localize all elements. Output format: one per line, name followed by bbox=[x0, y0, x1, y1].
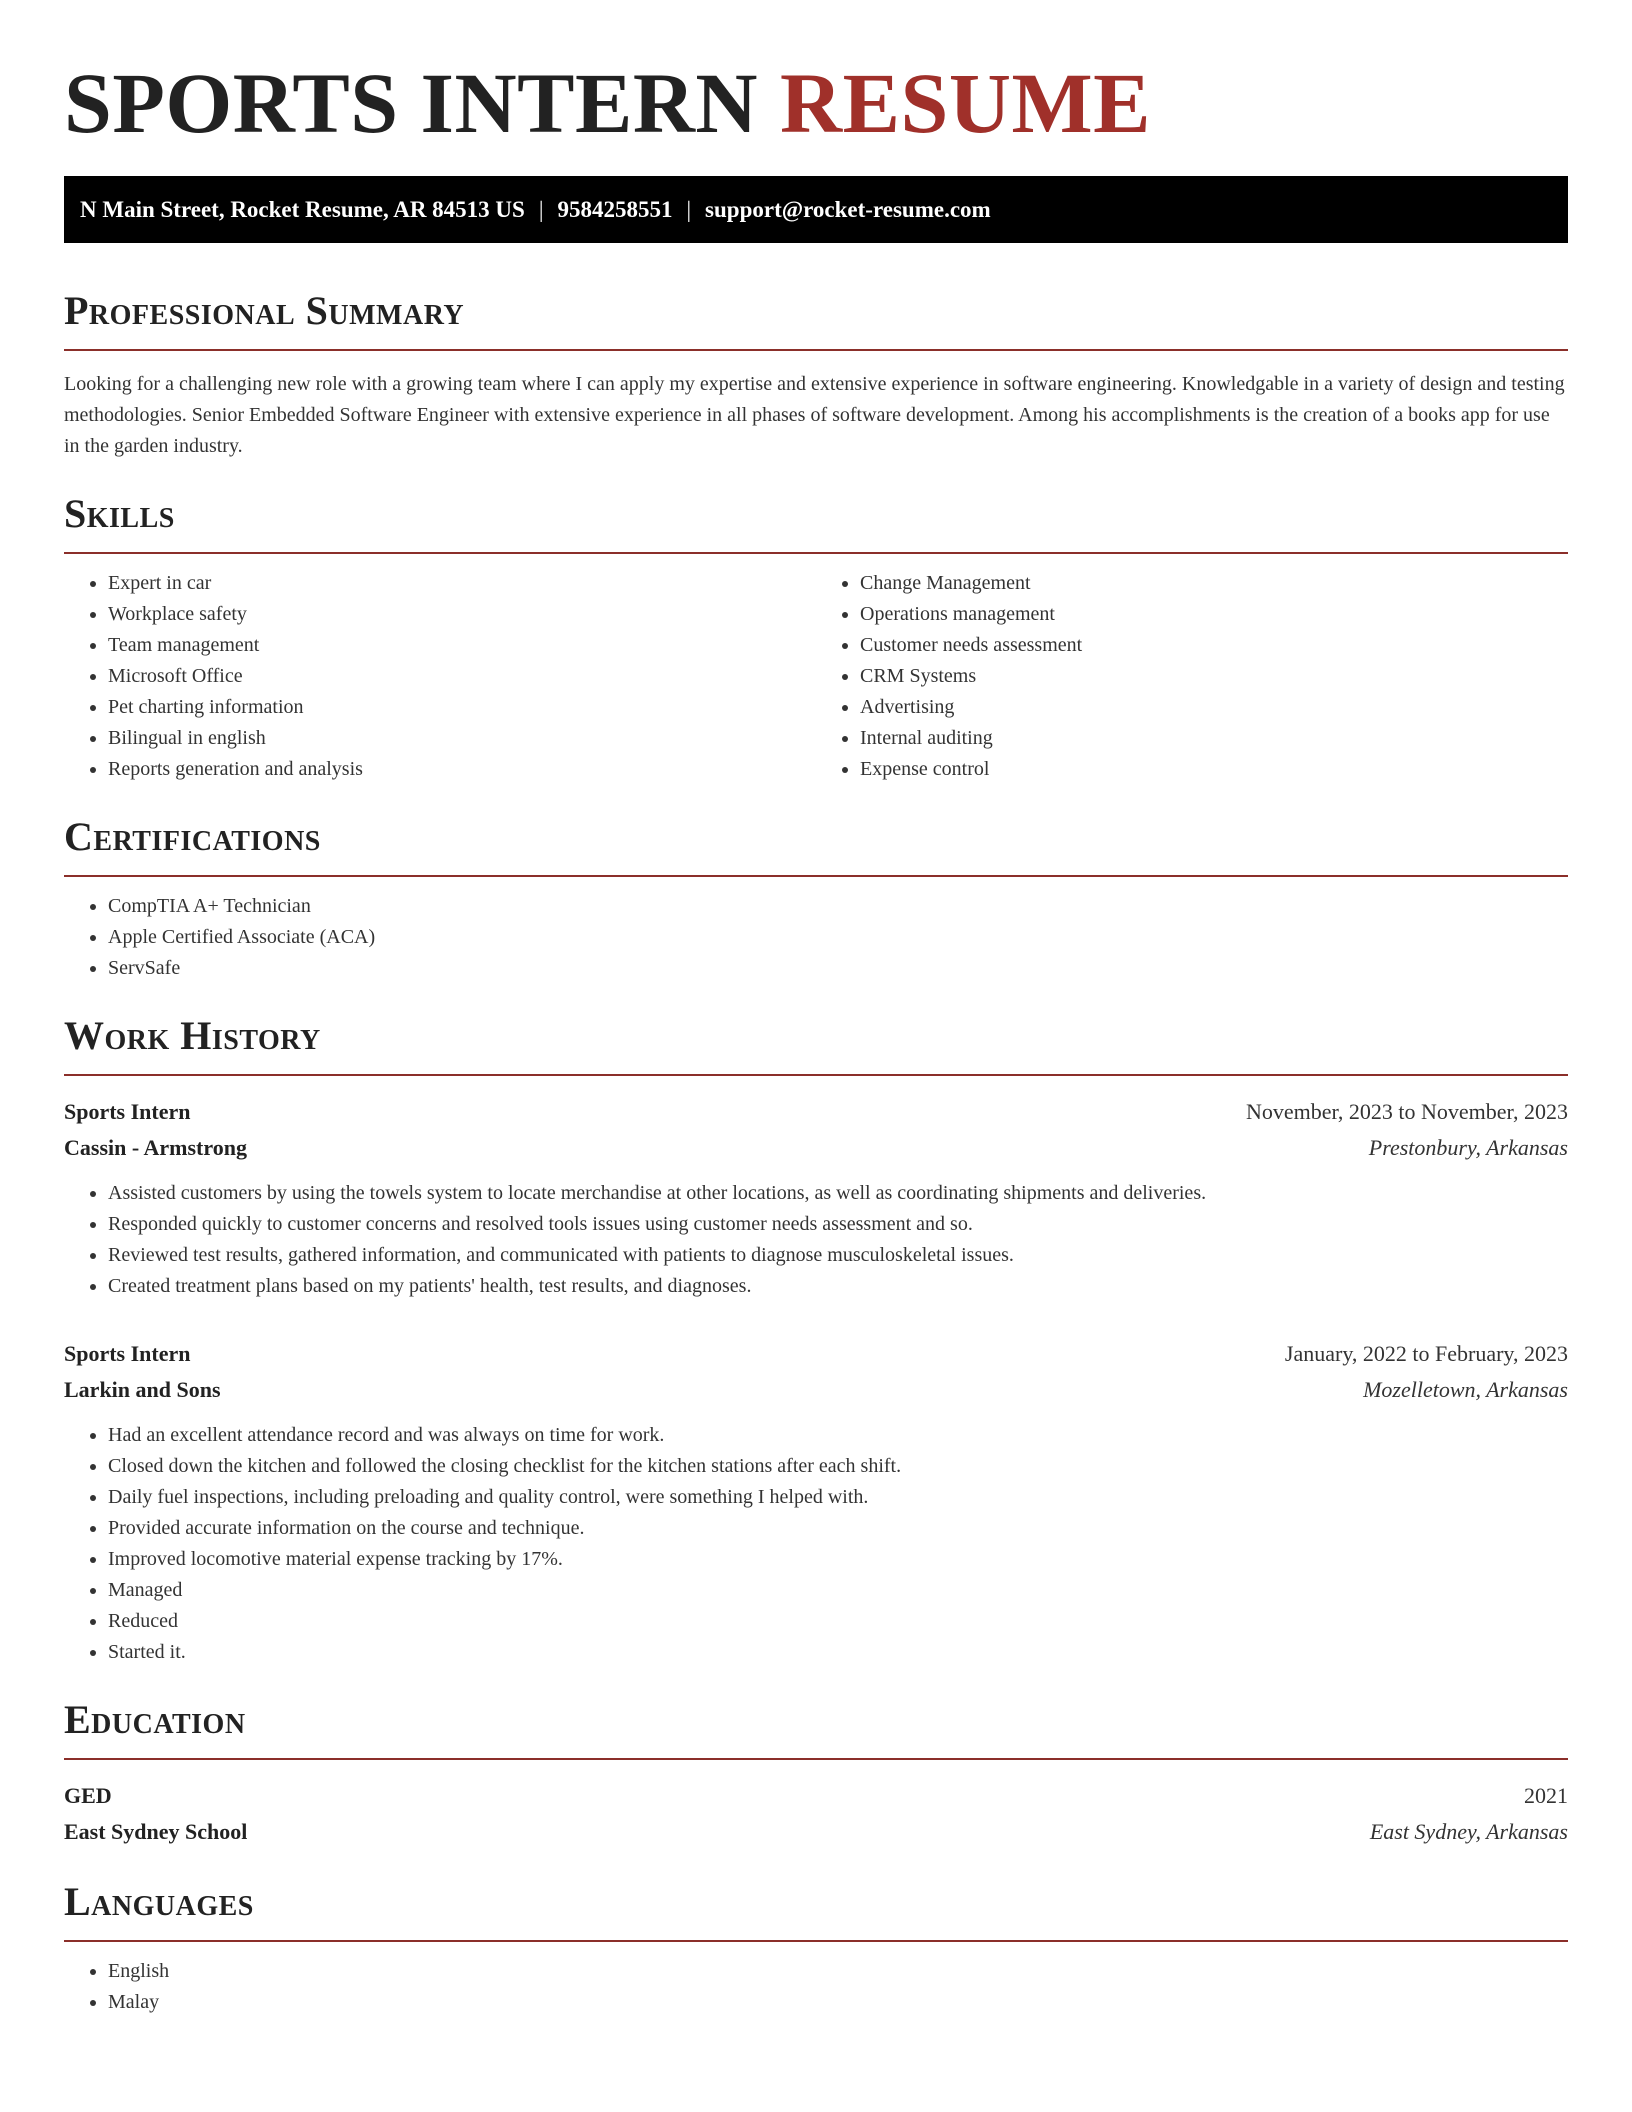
job-entry bbox=[64, 1336, 1568, 1668]
job-bullet: • Provided accurate information on the course and technique. bbox=[108, 1513, 1568, 1544]
job-company-row bbox=[64, 1130, 1568, 1166]
skill-item: • Microsoft Office bbox=[108, 661, 816, 692]
skill-item: • Team management bbox=[108, 630, 816, 661]
job-bullet: • Started it. bbox=[108, 1637, 1568, 1668]
job-bullet: • Managed bbox=[108, 1575, 1568, 1606]
languages-list bbox=[64, 1956, 1568, 2018]
skill-item: • Operations management bbox=[860, 599, 1568, 630]
title-accent: RESUME bbox=[780, 55, 1151, 151]
certification-item: • ServSafe bbox=[108, 953, 1568, 984]
skill-item: • Advertising bbox=[860, 692, 1568, 723]
job-bullet: • Created treatment plans based on my patients' health, test results, and diagnoses. bbox=[108, 1271, 1568, 1302]
skill-item: • CRM Systems bbox=[860, 661, 1568, 692]
summary-section bbox=[64, 287, 1568, 462]
skill-item: • Internal auditing bbox=[860, 723, 1568, 754]
certifications-list bbox=[64, 891, 1568, 984]
skills-list-left bbox=[64, 568, 816, 785]
education-school-row bbox=[64, 1814, 1568, 1850]
skills-list-right bbox=[816, 568, 1568, 785]
job-company-row bbox=[64, 1372, 1568, 1408]
job-company: Larkin and Sons bbox=[64, 1377, 221, 1402]
work-history-heading: Work History bbox=[64, 1012, 1568, 1076]
title-main: SPORTS INTERN bbox=[64, 55, 759, 151]
certifications-heading: Certifications bbox=[64, 813, 1568, 877]
job-bullet: • Had an excellent attendance record and was always on time for work. bbox=[108, 1420, 1568, 1451]
job-title: Sports Intern bbox=[64, 1341, 191, 1366]
education-degree-row bbox=[64, 1778, 1568, 1814]
education-degree: GED bbox=[64, 1783, 112, 1808]
job-title: Sports Intern bbox=[64, 1099, 191, 1124]
work-history-section bbox=[64, 1012, 1568, 1668]
contact-email: support@rocket-resume.com bbox=[705, 197, 991, 222]
summary-text: Looking for a challenging new role with a growing team where I can apply my expertise and extensive experience in software engineering. Knowledgable in a variety of design and testing methodologies. Senior Embedded Software Engineer with extensive experience in all phases of software development. Among his accomplishments is the creation of a books app for use in the garden industry. bbox=[64, 373, 1565, 457]
job-bullet: • Assisted customers by using the towels system to locate merchandise at other locations, as well as coordinating shipments and deliveries. bbox=[108, 1178, 1568, 1209]
certification-item: • CompTIA A+ Technician bbox=[108, 891, 1568, 922]
education-school: East Sydney School bbox=[64, 1819, 248, 1844]
skill-item: • Workplace safety bbox=[108, 599, 816, 630]
job-bullet: • Reduced bbox=[108, 1606, 1568, 1637]
skills-columns bbox=[64, 554, 1568, 785]
job-bullet: • Closed down the kitchen and followed the closing checklist for the kitchen stations after each shift. bbox=[108, 1451, 1568, 1482]
language-item: • English bbox=[108, 1956, 1568, 1987]
job-entry bbox=[64, 1094, 1568, 1302]
job-bullets bbox=[64, 1178, 1568, 1302]
job-bullets bbox=[64, 1420, 1568, 1668]
contact-address: N Main Street, Rocket Resume, AR 84513 US bbox=[80, 197, 525, 222]
job-bullet: • Reviewed test results, gathered information, and communicated with patients to diagnose musculoskeletal issues. bbox=[108, 1240, 1568, 1271]
skills-section bbox=[64, 490, 1568, 785]
resume-title bbox=[64, 0, 1568, 170]
languages-heading: Languages bbox=[64, 1878, 1568, 1942]
skills-heading: Skills bbox=[64, 490, 1568, 554]
contact-phone: 9584258551 bbox=[557, 197, 673, 222]
skill-item: • Expert in car bbox=[108, 568, 816, 599]
job-dates: November, 2023 to November, 2023 bbox=[1245, 1099, 1568, 1124]
job-title-row bbox=[64, 1336, 1568, 1372]
job-company: Cassin - Armstrong bbox=[64, 1135, 247, 1160]
job-location: Mozelletown, Arkansas bbox=[1363, 1377, 1568, 1402]
contact-bar bbox=[64, 176, 1568, 243]
job-bullet: • Daily fuel inspections, including preloading and quality control, were something I helped with. bbox=[108, 1482, 1568, 1513]
education-entry bbox=[64, 1778, 1568, 1850]
certification-item: • Apple Certified Associate (ACA) bbox=[108, 922, 1568, 953]
summary-heading: Professional Summary bbox=[64, 287, 1568, 351]
contact-separator: | bbox=[686, 197, 692, 222]
language-item: • Malay bbox=[108, 1987, 1568, 2018]
job-location: Prestonbury, Arkansas bbox=[1368, 1135, 1568, 1160]
education-location: East Sydney, Arkansas bbox=[1369, 1819, 1568, 1844]
skill-item: • Change Management bbox=[860, 568, 1568, 599]
education-heading: Education bbox=[64, 1696, 1568, 1760]
certifications-section bbox=[64, 813, 1568, 984]
job-bullet: • Improved locomotive material expense tracking by 17%. bbox=[108, 1544, 1568, 1575]
skill-item: • Expense control bbox=[860, 754, 1568, 785]
skill-item: • Pet charting information bbox=[108, 692, 816, 723]
job-bullet: • Responded quickly to customer concerns and resolved tools issues using customer needs assessment and so. bbox=[108, 1209, 1568, 1240]
education-year: 2021 bbox=[1524, 1783, 1568, 1808]
education-section bbox=[64, 1696, 1568, 1850]
contact-separator: | bbox=[538, 197, 544, 222]
skill-item: • Bilingual in english bbox=[108, 723, 816, 754]
skill-item: • Reports generation and analysis bbox=[108, 754, 816, 785]
job-dates: January, 2022 to February, 2023 bbox=[1284, 1341, 1568, 1366]
skill-item: • Customer needs assessment bbox=[860, 630, 1568, 661]
languages-section bbox=[64, 1878, 1568, 2018]
job-title-row bbox=[64, 1094, 1568, 1130]
